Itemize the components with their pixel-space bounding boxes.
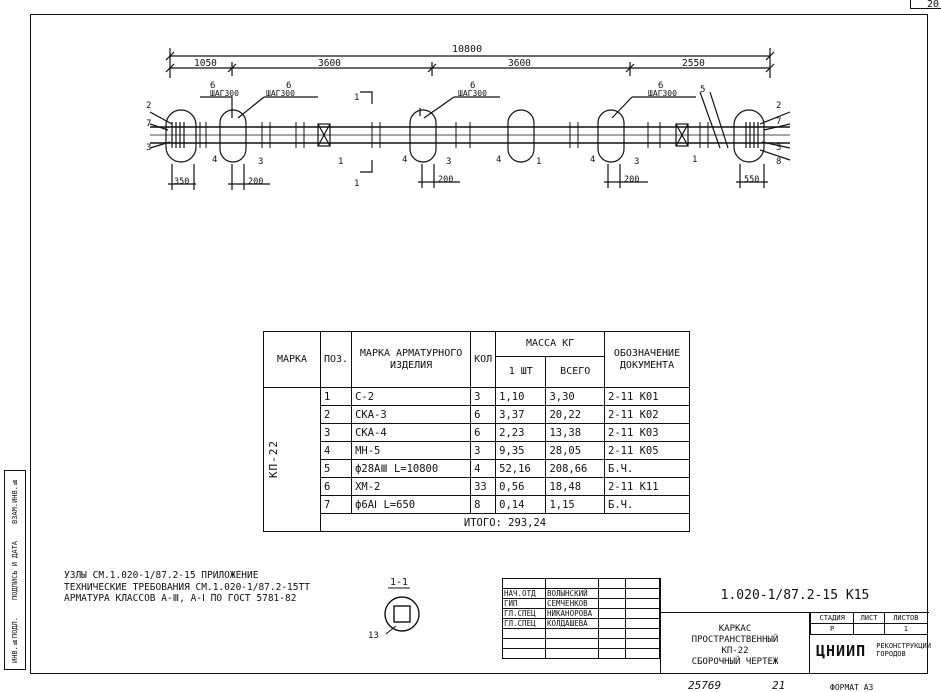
hdr-mark: МАРКА [264,332,321,388]
cell-qty: 3 [471,388,496,406]
callout-8: 8 [776,157,782,167]
cell-one: 52,16 [496,460,546,478]
callout-2-right: 2 [776,101,782,111]
stage-box: СТАДИЯ ЛИСТ ЛИСТОВ Р 1 [810,612,928,635]
cell-doc: 2-11 К11 [605,478,690,496]
cell-one: 0,56 [496,478,546,496]
cell-doc: 2-11 К02 [605,406,690,424]
table-row [264,388,690,406]
cell-qty: 4 [471,460,496,478]
drawing-name: КАРКАС ПРОСТРАНСТВЕННЫЙ КП-22 СБОРОЧНЫЙ ЧЕРТЕЖ [660,612,810,674]
cell-all: 18,48 [546,478,605,496]
cell-mark: ф28АⅢ L=10800 [352,460,471,478]
callout-4d: 4 [590,155,596,165]
cell-mark: СКА-4 [352,424,471,442]
cell-pos: 1 [321,388,352,406]
sign-row: ГЛ.СПЕЦ НИКАНОРОВА [503,609,660,619]
callout-5: 5 [700,85,706,95]
cage-drawing [0,0,941,220]
cell-pos: 3 [321,424,352,442]
dim-200c: 200 [624,175,640,185]
callout-4c: 4 [496,155,502,165]
step-label-3: ШАГ300 [458,89,487,98]
hdr-qty: КОЛ [471,332,496,388]
step-label-1: ШАГ300 [210,89,239,98]
hdr-mass-one: 1 ШТ [496,357,546,388]
cell-all: 13,38 [546,424,605,442]
section-mark-top: 1 [354,93,360,103]
note-line: АРМАТУРА КЛАССОВ А-Ⅲ, А-Ⅰ ПО ГОСТ 5781-82 [64,593,297,604]
sign-row: НАЧ.ОТД ВОЛЫНСКИЙ [503,589,660,599]
cell-qty: 3 [471,442,496,460]
callout-3-left: 3 [146,143,152,153]
cell-all: 1,15 [546,496,605,514]
cell-qty: 6 [471,406,496,424]
dim-550: 550 [744,175,760,185]
table-row [264,478,690,496]
hdr-mass-all: ВСЕГО [546,357,605,388]
cell-one: 0,14 [496,496,546,514]
callout-4b: 4 [402,155,408,165]
table-row [264,406,690,424]
archive-number: 25769 [688,679,722,692]
signatures-table [502,578,660,659]
hdr-mass: МАССА КГ [496,332,605,357]
table-total: ИТОГО: 293,24 [321,514,690,532]
section-label: 1-1 [390,577,409,588]
sheet-number: 21 [772,679,786,692]
step-label-2: ШАГ300 [266,89,295,98]
sign-row: ГИП СЕМЧЕНКОВ [503,599,660,609]
callout-1c: 1 [692,155,698,165]
cell-qty: 8 [471,496,496,514]
cell-pos: 4 [321,442,352,460]
table-total-row [264,514,690,532]
corner-page-number: 20 [910,0,941,9]
cell-doc: Б.Ч. [605,496,690,514]
callout-3a: 3 [258,157,264,167]
sign-row: ГЛ.СПЕЦ КОЛДАШЕВА [503,619,660,629]
cell-doc: 2-11 К03 [605,424,690,442]
cell-one: 2,23 [496,424,546,442]
callout-3b: 3 [446,157,452,167]
note-line: ТЕХНИЧЕСКИЕ ТРЕБОВАНИЯ СМ.1.020-1/87.2-15ТТ [64,581,310,593]
table-row [264,460,690,478]
cell-mark: СКА-3 [352,406,471,424]
cell-pos: 6 [321,478,352,496]
cell-all: 208,66 [546,460,605,478]
organization-logo: ЦНИИП РЕКОНСТРУКЦИИ ГОРОДОВ [816,642,931,660]
group-mark-cell [264,388,321,532]
callout-6a: 6 [210,81,216,91]
side-stamp-inv: ИНВ.№ПОДЛ. [11,617,19,663]
cell-mark: ф6АⅠ L=650 [352,496,471,514]
dim-seg-1: 1050 [194,58,217,69]
cell-pos: 7 [321,496,352,514]
hdr-item-mark: МАРКА АРМАТУРНОГО ИЗДЕЛИЯ [352,332,471,388]
cell-doc: 2-11 К05 [605,442,690,460]
table-row [264,424,690,442]
callout-6c: 6 [470,81,476,91]
callout-1a: 1 [338,157,344,167]
dim-200a: 200 [248,177,264,187]
specification-table [263,331,690,532]
side-stamp [4,470,26,670]
cell-doc: Б.Ч. [605,460,690,478]
hdr-pos: ПОЗ. [321,332,352,388]
dim-200b: 200 [438,175,454,185]
dim-seg-3: 3600 [508,58,531,69]
cell-all: 28,05 [546,442,605,460]
callout-3c: 3 [634,157,640,167]
group-mark: КП-22 [267,440,280,479]
cell-one: 1,10 [496,388,546,406]
cell-doc: 2-11 К01 [605,388,690,406]
hdr-doc: ОБОЗНАЧЕНИЕ ДОКУМЕНТА [605,332,690,388]
title-block [502,578,931,674]
section-1-1 [368,576,432,646]
cell-pos: 2 [321,406,352,424]
dim-seg-2: 3600 [318,58,341,69]
notes [64,570,310,605]
cell-mark: ХМ-2 [352,478,471,496]
callout-4a: 4 [212,155,218,165]
cell-one: 3,37 [496,406,546,424]
callout-6b: 6 [286,81,292,91]
callout-7-left: 7 [146,119,152,129]
callout-1b: 1 [536,157,542,167]
document-code: 1.020-1/87.2-15 К15 [660,578,929,613]
dim-seg-4: 2550 [682,58,705,69]
cell-all: 20,22 [546,406,605,424]
side-stamp-repl: ВЗАМ.ИНВ.№ [11,478,19,524]
note-line: УЗЛЫ СМ.1.020-1/87.2-15 ПРИЛОЖЕНИЕ [64,570,259,581]
section-pos: 13 [368,631,379,641]
step-label-4: ШАГ300 [648,89,677,98]
callout-2-left: 2 [146,101,152,111]
side-stamp-sign: ПОДПИСЬ И ДАТА [11,540,19,600]
cell-qty: 6 [471,424,496,442]
format-label: ФОРМАТ А3 [830,683,874,692]
cell-all: 3,30 [546,388,605,406]
callout-3-right: 3 [776,143,782,153]
table-row [264,496,690,514]
cell-one: 9,35 [496,442,546,460]
cell-qty: 33 [471,478,496,496]
table-row [264,442,690,460]
dim-350: 350 [174,177,190,187]
cell-pos: 5 [321,460,352,478]
dim-overall: 10800 [452,44,483,55]
cell-mark: МН-5 [352,442,471,460]
section-mark-bottom: 1 [354,179,360,189]
cell-mark: С-2 [352,388,471,406]
callout-7-right: 7 [776,117,782,127]
callout-6d: 6 [658,81,664,91]
